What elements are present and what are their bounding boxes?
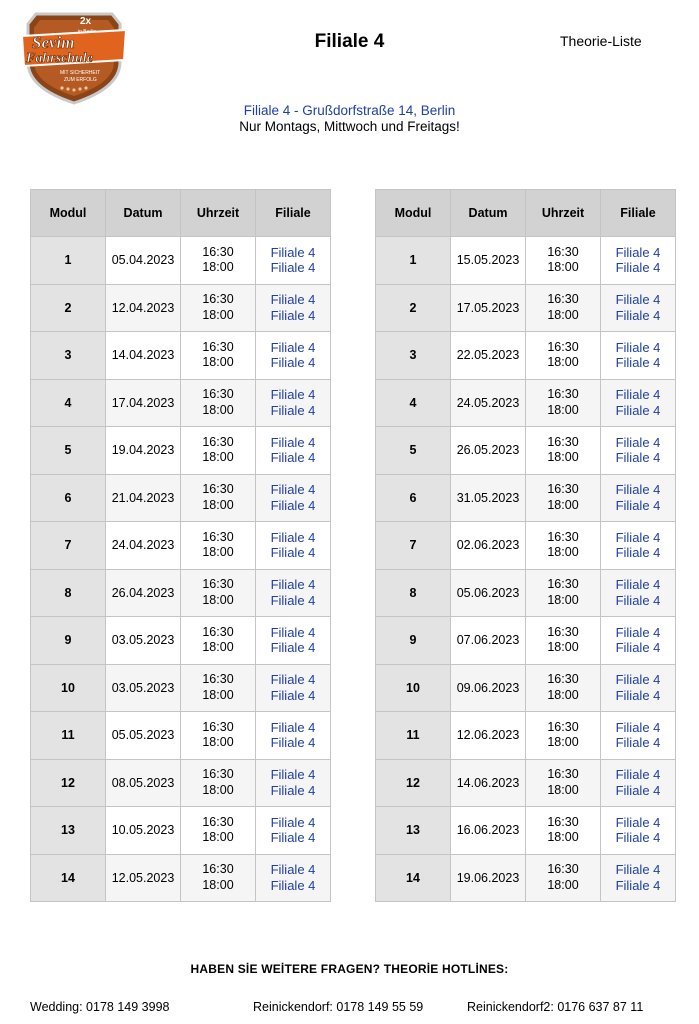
uhrzeit-cell (181, 664, 256, 712)
filiale-cell (256, 617, 331, 665)
datum-cell: 26.05.2023 (451, 427, 526, 475)
table-header-row (31, 190, 331, 237)
header-modul: Modul (376, 190, 451, 237)
datum-cell: 31.05.2023 (451, 474, 526, 522)
filiale-cell (256, 712, 331, 760)
location-info (0, 103, 699, 135)
table-row (376, 664, 676, 712)
end-time: 18:00 (202, 450, 234, 465)
table-row (31, 759, 331, 807)
table-row (376, 474, 676, 522)
end-time: 18:00 (547, 735, 579, 750)
filiale-label: Filiale 4 (270, 719, 316, 735)
table-row (31, 854, 331, 902)
datum-cell: 03.05.2023 (106, 664, 181, 712)
end-time: 18:00 (547, 402, 579, 417)
datum-cell: 10.05.2023 (106, 807, 181, 855)
table-row (31, 237, 331, 285)
filiale-label: Filiale 4 (615, 592, 661, 608)
datum-cell: 05.04.2023 (106, 237, 181, 285)
table-row (376, 284, 676, 332)
uhrzeit-cell (526, 284, 601, 332)
start-time: 16:30 (547, 482, 579, 497)
hotline-heading: HABEN SİE WEİTERE FRAGEN? THEORİE HOTLİNES: (190, 962, 509, 976)
end-time: 18:00 (202, 307, 234, 322)
filiale-label: Filiale 4 (270, 529, 316, 545)
modul-cell: 13 (376, 807, 451, 855)
datum-cell: 24.05.2023 (451, 379, 526, 427)
uhrzeit-cell (181, 474, 256, 522)
datum-cell: 24.04.2023 (106, 522, 181, 570)
end-time: 18:00 (202, 497, 234, 512)
start-time: 16:30 (547, 529, 579, 544)
end-time: 18:00 (202, 355, 234, 370)
filiale-label: Filiale 4 (615, 450, 661, 466)
start-time: 16:30 (202, 814, 234, 829)
modul-cell: 7 (376, 522, 451, 570)
filiale-label: Filiale 4 (270, 814, 316, 830)
uhrzeit-cell (181, 854, 256, 902)
uhrzeit-cell (181, 522, 256, 570)
end-time: 18:00 (547, 545, 579, 560)
filiale-label: Filiale 4 (615, 244, 661, 260)
end-time: 18:00 (202, 260, 234, 275)
start-time: 16:30 (547, 814, 579, 829)
datum-cell: 09.06.2023 (451, 664, 526, 712)
modul-cell: 14 (376, 854, 451, 902)
table-row (31, 807, 331, 855)
filiale-label: Filiale 4 (270, 862, 316, 878)
uhrzeit-cell (181, 807, 256, 855)
start-time: 16:30 (202, 482, 234, 497)
start-time: 16:30 (547, 339, 579, 354)
hotline-reinickendorf2: Reinickendorf2: 0176 637 87 11 (467, 1000, 644, 1014)
start-time: 16:30 (547, 292, 579, 307)
datum-cell: 15.05.2023 (451, 237, 526, 285)
filiale-cell (256, 284, 331, 332)
table-row (31, 332, 331, 380)
filiale-label: Filiale 4 (270, 640, 316, 656)
table-row (376, 522, 676, 570)
end-time: 18:00 (547, 687, 579, 702)
modul-cell: 2 (376, 284, 451, 332)
end-time: 18:00 (547, 450, 579, 465)
filiale-label: Filiale 4 (615, 529, 661, 545)
start-time: 16:30 (202, 672, 234, 687)
filiale-label: Filiale 4 (615, 719, 661, 735)
uhrzeit-cell (526, 569, 601, 617)
filiale-cell (601, 854, 676, 902)
filiale-cell (256, 474, 331, 522)
filiale-label: Filiale 4 (615, 877, 661, 893)
filiale-cell (601, 569, 676, 617)
datum-cell: 05.06.2023 (451, 569, 526, 617)
header-filiale: Filiale (601, 190, 676, 237)
filiale-cell (601, 522, 676, 570)
modul-cell: 9 (31, 617, 106, 665)
table-row (31, 427, 331, 475)
modul-cell: 5 (31, 427, 106, 475)
filiale-cell (256, 332, 331, 380)
hotline-reinickendorf: Reinickendorf: 0178 149 55 59 (253, 1000, 424, 1014)
datum-cell: 05.05.2023 (106, 712, 181, 760)
table-row (376, 569, 676, 617)
modul-cell: 9 (376, 617, 451, 665)
datum-cell: 26.04.2023 (106, 569, 181, 617)
header-datum: Datum (106, 190, 181, 237)
modul-cell: 11 (31, 712, 106, 760)
modul-cell: 10 (376, 664, 451, 712)
start-time: 16:30 (202, 577, 234, 592)
uhrzeit-cell (181, 712, 256, 760)
table-row (31, 474, 331, 522)
filiale-label: Filiale 4 (615, 640, 661, 656)
datum-cell: 17.04.2023 (106, 379, 181, 427)
header-filiale: Filiale (256, 190, 331, 237)
filiale-label: Filiale 4 (615, 307, 661, 323)
table-row (31, 617, 331, 665)
filiale-label: Filiale 4 (270, 782, 316, 798)
filiale-label: Filiale 4 (615, 862, 661, 878)
filiale-cell (601, 237, 676, 285)
filiale-cell (256, 237, 331, 285)
svg-text:2x: 2x (80, 16, 92, 27)
datum-cell: 14.04.2023 (106, 332, 181, 380)
filiale-label: Filiale 4 (270, 355, 316, 371)
svg-text:ZUM ERFOLG: ZUM ERFOLG (64, 77, 97, 83)
datum-cell: 08.05.2023 (106, 759, 181, 807)
table-row (376, 617, 676, 665)
uhrzeit-cell (526, 474, 601, 522)
table-row (376, 712, 676, 760)
header-uhrzeit: Uhrzeit (526, 190, 601, 237)
filiale-cell (601, 332, 676, 380)
filiale-label: Filiale 4 (270, 830, 316, 846)
datum-cell: 12.05.2023 (106, 854, 181, 902)
svg-text:Sevim: Sevim (32, 33, 75, 52)
datum-cell: 22.05.2023 (451, 332, 526, 380)
end-time: 18:00 (202, 877, 234, 892)
start-time: 16:30 (202, 244, 234, 259)
schedule-table-left (30, 189, 331, 902)
start-time: 16:30 (547, 767, 579, 782)
filiale-cell (256, 522, 331, 570)
end-time: 18:00 (547, 782, 579, 797)
start-time: 16:30 (547, 434, 579, 449)
uhrzeit-cell (181, 332, 256, 380)
table-row (31, 379, 331, 427)
filiale-label: Filiale 4 (270, 339, 316, 355)
start-time: 16:30 (202, 624, 234, 639)
filiale-label: Filiale 4 (270, 434, 316, 450)
filiale-label: Filiale 4 (270, 877, 316, 893)
filiale-cell (256, 664, 331, 712)
filiale-label: Filiale 4 (615, 735, 661, 751)
uhrzeit-cell (526, 237, 601, 285)
header-uhrzeit: Uhrzeit (181, 190, 256, 237)
datum-cell: 21.04.2023 (106, 474, 181, 522)
start-time: 16:30 (547, 577, 579, 592)
start-time: 16:30 (202, 387, 234, 402)
table-row (376, 807, 676, 855)
modul-cell: 1 (31, 237, 106, 285)
table-row (376, 854, 676, 902)
filiale-label: Filiale 4 (615, 545, 661, 561)
datum-cell: 14.06.2023 (451, 759, 526, 807)
filiale-label: Filiale 4 (270, 672, 316, 688)
datum-cell: 19.04.2023 (106, 427, 181, 475)
start-time: 16:30 (202, 719, 234, 734)
start-time: 16:30 (202, 862, 234, 877)
filiale-cell (601, 427, 676, 475)
filiale-label: Filiale 4 (615, 434, 661, 450)
start-time: 16:30 (547, 387, 579, 402)
start-time: 16:30 (547, 672, 579, 687)
modul-cell: 1 (376, 237, 451, 285)
filiale-label: Filiale 4 (270, 735, 316, 751)
table-row (31, 569, 331, 617)
uhrzeit-cell (181, 379, 256, 427)
datum-cell: 19.06.2023 (451, 854, 526, 902)
filiale-label: Filiale 4 (615, 830, 661, 846)
datum-cell: 03.05.2023 (106, 617, 181, 665)
table-row (376, 379, 676, 427)
filiale-label: Filiale 4 (615, 387, 661, 403)
filiale-cell (601, 379, 676, 427)
table-row (376, 237, 676, 285)
uhrzeit-cell (181, 759, 256, 807)
end-time: 18:00 (547, 355, 579, 370)
modul-cell: 6 (31, 474, 106, 522)
table-row (31, 664, 331, 712)
start-time: 16:30 (202, 434, 234, 449)
sevim-fahrschule-logo (18, 8, 130, 106)
modul-cell: 11 (376, 712, 451, 760)
start-time: 16:30 (202, 767, 234, 782)
filiale-label: Filiale 4 (615, 687, 661, 703)
end-time: 18:00 (547, 260, 579, 275)
table-row (376, 332, 676, 380)
filiale-label: Filiale 4 (270, 592, 316, 608)
page-title: Filiale 4 (314, 31, 385, 52)
uhrzeit-cell (181, 284, 256, 332)
svg-text:MIT SICHERHEIT: MIT SICHERHEIT (60, 70, 101, 76)
days-notice: Nur Montags, Mittwoch und Freitags! (239, 119, 460, 134)
filiale-cell (601, 712, 676, 760)
modul-cell: 2 (31, 284, 106, 332)
document-type-label: Theorie-Liste (560, 33, 642, 49)
modul-cell: 4 (31, 379, 106, 427)
schedule-table-right (375, 189, 676, 902)
filiale-label: Filiale 4 (270, 497, 316, 513)
filiale-label: Filiale 4 (270, 450, 316, 466)
end-time: 18:00 (202, 735, 234, 750)
start-time: 16:30 (202, 292, 234, 307)
filiale-label: Filiale 4 (615, 260, 661, 276)
filiale-label: Filiale 4 (270, 244, 316, 260)
end-time: 18:00 (202, 830, 234, 845)
datum-cell: 02.06.2023 (451, 522, 526, 570)
datum-cell: 12.06.2023 (451, 712, 526, 760)
filiale-label: Filiale 4 (270, 767, 316, 783)
datum-cell: 16.06.2023 (451, 807, 526, 855)
modul-cell: 8 (31, 569, 106, 617)
filiale-cell (256, 569, 331, 617)
table-row (376, 759, 676, 807)
filiale-cell (256, 807, 331, 855)
end-time: 18:00 (547, 640, 579, 655)
end-time: 18:00 (547, 830, 579, 845)
uhrzeit-cell (181, 237, 256, 285)
table-row (376, 427, 676, 475)
filiale-cell (601, 617, 676, 665)
filiale-label: Filiale 4 (270, 292, 316, 308)
filiale-label: Filiale 4 (615, 355, 661, 371)
modul-cell: 12 (376, 759, 451, 807)
filiale-label: Filiale 4 (615, 577, 661, 593)
end-time: 18:00 (547, 307, 579, 322)
hotline-wedding: Wedding: 0178 149 3998 (30, 1000, 170, 1014)
uhrzeit-cell (526, 759, 601, 807)
modul-cell: 5 (376, 427, 451, 475)
uhrzeit-cell (526, 712, 601, 760)
modul-cell: 8 (376, 569, 451, 617)
datum-cell: 07.06.2023 (451, 617, 526, 665)
end-time: 18:00 (202, 402, 234, 417)
table-row (31, 284, 331, 332)
filiale-label: Filiale 4 (615, 482, 661, 498)
modul-cell: 14 (31, 854, 106, 902)
filiale-label: Filiale 4 (615, 292, 661, 308)
filiale-label: Filiale 4 (270, 260, 316, 276)
start-time: 16:30 (547, 862, 579, 877)
uhrzeit-cell (526, 427, 601, 475)
start-time: 16:30 (547, 624, 579, 639)
uhrzeit-cell (181, 427, 256, 475)
filiale-cell (601, 284, 676, 332)
filiale-label: Filiale 4 (615, 339, 661, 355)
end-time: 18:00 (202, 545, 234, 560)
modul-cell: 3 (376, 332, 451, 380)
end-time: 18:00 (202, 592, 234, 607)
filiale-label: Filiale 4 (270, 482, 316, 498)
table-row (31, 522, 331, 570)
branch-address: Filiale 4 - Grußdorfstraße 14, Berlin (243, 103, 456, 118)
table-header-row (376, 190, 676, 237)
filiale-cell (256, 379, 331, 427)
filiale-label: Filiale 4 (615, 624, 661, 640)
filiale-label: Filiale 4 (615, 767, 661, 783)
end-time: 18:00 (202, 640, 234, 655)
filiale-label: Filiale 4 (615, 814, 661, 830)
filiale-cell (601, 807, 676, 855)
end-time: 18:00 (202, 687, 234, 702)
uhrzeit-cell (526, 854, 601, 902)
header-modul: Modul (31, 190, 106, 237)
table-row (31, 712, 331, 760)
filiale-label: Filiale 4 (615, 497, 661, 513)
filiale-label: Filiale 4 (615, 672, 661, 688)
end-time: 18:00 (547, 877, 579, 892)
end-time: 18:00 (547, 497, 579, 512)
uhrzeit-cell (526, 617, 601, 665)
filiale-label: Filiale 4 (270, 577, 316, 593)
datum-cell: 17.05.2023 (451, 284, 526, 332)
datum-cell: 12.04.2023 (106, 284, 181, 332)
start-time: 16:30 (547, 244, 579, 259)
filiale-label: Filiale 4 (270, 545, 316, 561)
filiale-label: Filiale 4 (270, 624, 316, 640)
filiale-label: Filiale 4 (270, 387, 316, 403)
modul-cell: 10 (31, 664, 106, 712)
modul-cell: 7 (31, 522, 106, 570)
filiale-label: Filiale 4 (615, 782, 661, 798)
uhrzeit-cell (526, 522, 601, 570)
filiale-label: Filiale 4 (270, 402, 316, 418)
header-datum: Datum (451, 190, 526, 237)
modul-cell: 3 (31, 332, 106, 380)
uhrzeit-cell (526, 807, 601, 855)
start-time: 16:30 (202, 529, 234, 544)
modul-cell: 4 (376, 379, 451, 427)
uhrzeit-cell (181, 569, 256, 617)
filiale-cell (601, 759, 676, 807)
modul-cell: 12 (31, 759, 106, 807)
filiale-cell (256, 427, 331, 475)
filiale-label: Filiale 4 (270, 307, 316, 323)
end-time: 18:00 (547, 592, 579, 607)
filiale-cell (256, 854, 331, 902)
filiale-cell (601, 474, 676, 522)
uhrzeit-cell (526, 332, 601, 380)
modul-cell: 13 (31, 807, 106, 855)
filiale-cell (256, 759, 331, 807)
uhrzeit-cell (526, 664, 601, 712)
svg-text:Fahrschule: Fahrschule (26, 51, 93, 66)
filiale-label: Filiale 4 (615, 402, 661, 418)
start-time: 16:30 (202, 339, 234, 354)
modul-cell: 6 (376, 474, 451, 522)
uhrzeit-cell (181, 617, 256, 665)
end-time: 18:00 (202, 782, 234, 797)
start-time: 16:30 (547, 719, 579, 734)
uhrzeit-cell (526, 379, 601, 427)
filiale-label: Filiale 4 (270, 687, 316, 703)
filiale-cell (601, 664, 676, 712)
